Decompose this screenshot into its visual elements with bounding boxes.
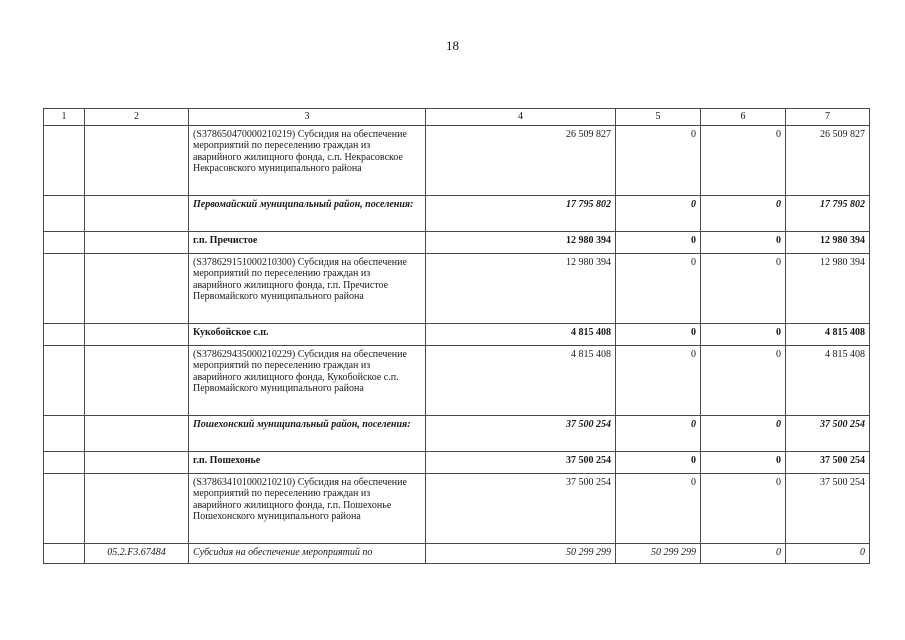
header-cell: 7 (786, 109, 870, 126)
cell-description: (S378629151000210300) Субсидия на обеспечение мероприятий по переселению граждан из аварийного жилищного фонда, г.п. Пречистое Первомайского муниципального района (189, 253, 426, 323)
cell-col6: 0 (701, 253, 786, 323)
cell-col7: 37 500 254 (786, 415, 870, 451)
cell-col5: 50 299 299 (616, 543, 701, 563)
cell-col4: 4 815 408 (426, 345, 616, 415)
header-cell: 4 (426, 109, 616, 126)
table-row (44, 125, 870, 195)
cell-col5: 0 (616, 323, 701, 345)
cell-col6: 0 (701, 345, 786, 415)
cell-col5: 0 (616, 231, 701, 253)
cell-index (44, 125, 85, 195)
cell-description: г.п. Пошехонье (189, 451, 426, 473)
cell-col4: 17 795 802 (426, 195, 616, 231)
cell-description: Субсидия на обеспечение мероприятий по (189, 543, 426, 563)
cell-col7: 4 815 408 (786, 323, 870, 345)
table-row (44, 473, 870, 543)
table-row (44, 253, 870, 323)
table-row (44, 195, 870, 231)
table-row (44, 415, 870, 451)
cell-col7: 12 980 394 (786, 231, 870, 253)
cell-col6: 0 (701, 195, 786, 231)
cell-code (85, 415, 189, 451)
cell-index (44, 231, 85, 253)
page-number: 18 (446, 38, 459, 53)
cell-code (85, 231, 189, 253)
cell-code (85, 195, 189, 231)
table-row (44, 345, 870, 415)
cell-col4: 37 500 254 (426, 473, 616, 543)
cell-col7: 37 500 254 (786, 451, 870, 473)
cell-col5: 0 (616, 345, 701, 415)
cell-col5: 0 (616, 253, 701, 323)
cell-index (44, 543, 85, 563)
cell-col6: 0 (701, 543, 786, 563)
cell-col5: 0 (616, 195, 701, 231)
cell-index (44, 415, 85, 451)
cell-description: Кукобойское с.п. (189, 323, 426, 345)
cell-col6: 0 (701, 125, 786, 195)
cell-description: Пошехонский муниципальный район, поселения: (189, 415, 426, 451)
cell-col6: 0 (701, 231, 786, 253)
cell-col5: 0 (616, 125, 701, 195)
cell-col7: 12 980 394 (786, 253, 870, 323)
cell-index (44, 323, 85, 345)
cell-index (44, 473, 85, 543)
cell-index (44, 195, 85, 231)
cell-col6: 0 (701, 323, 786, 345)
cell-col7: 17 795 802 (786, 195, 870, 231)
cell-description: г.п. Пречистое (189, 231, 426, 253)
cell-col7: 0 (786, 543, 870, 563)
cell-index (44, 253, 85, 323)
header-cell: 5 (616, 109, 701, 126)
cell-col5: 0 (616, 415, 701, 451)
cell-description: (S378634101000210210) Субсидия на обеспечение мероприятий по переселению граждан из аварийного жилищного фонда, г.п. Пошехонье Пошехонского муниципального района (189, 473, 426, 543)
cell-col6: 0 (701, 473, 786, 543)
table-row (44, 323, 870, 345)
cell-col5: 0 (616, 473, 701, 543)
cell-code (85, 473, 189, 543)
cell-code (85, 451, 189, 473)
cell-col4: 37 500 254 (426, 415, 616, 451)
cell-col5: 0 (616, 451, 701, 473)
cell-col4: 4 815 408 (426, 323, 616, 345)
budget-table (43, 108, 870, 564)
cell-code: 05.2.F3.67484 (85, 543, 189, 563)
table-row (44, 543, 870, 563)
cell-col4: 26 509 827 (426, 125, 616, 195)
cell-code (85, 323, 189, 345)
cell-index (44, 451, 85, 473)
cell-col4: 50 299 299 (426, 543, 616, 563)
cell-description: Первомайский муниципальный район, поселения: (189, 195, 426, 231)
cell-code (85, 125, 189, 195)
cell-col4: 37 500 254 (426, 451, 616, 473)
cell-col7: 4 815 408 (786, 345, 870, 415)
cell-col7: 37 500 254 (786, 473, 870, 543)
header-cell: 3 (189, 109, 426, 126)
cell-description: (S378629435000210229) Субсидия на обеспечение мероприятий по переселению граждан из аварийного жилищного фонда, Кукобойское с.п. Первомайского муниципального района (189, 345, 426, 415)
cell-col7: 26 509 827 (786, 125, 870, 195)
header-cell: 6 (701, 109, 786, 126)
table-row (44, 451, 870, 473)
cell-description: (S378650470000210219) Субсидия на обеспечение мероприятий по переселению граждан из аварийного жилищного фонда, с.п. Некрасовское Некрасовского муниципального района (189, 125, 426, 195)
header-cell: 1 (44, 109, 85, 126)
cell-col4: 12 980 394 (426, 231, 616, 253)
cell-col4: 12 980 394 (426, 253, 616, 323)
cell-col6: 0 (701, 415, 786, 451)
table-header-row (44, 109, 870, 126)
header-cell: 2 (85, 109, 189, 126)
cell-index (44, 345, 85, 415)
cell-code (85, 345, 189, 415)
cell-col6: 0 (701, 451, 786, 473)
table-row (44, 231, 870, 253)
cell-code (85, 253, 189, 323)
